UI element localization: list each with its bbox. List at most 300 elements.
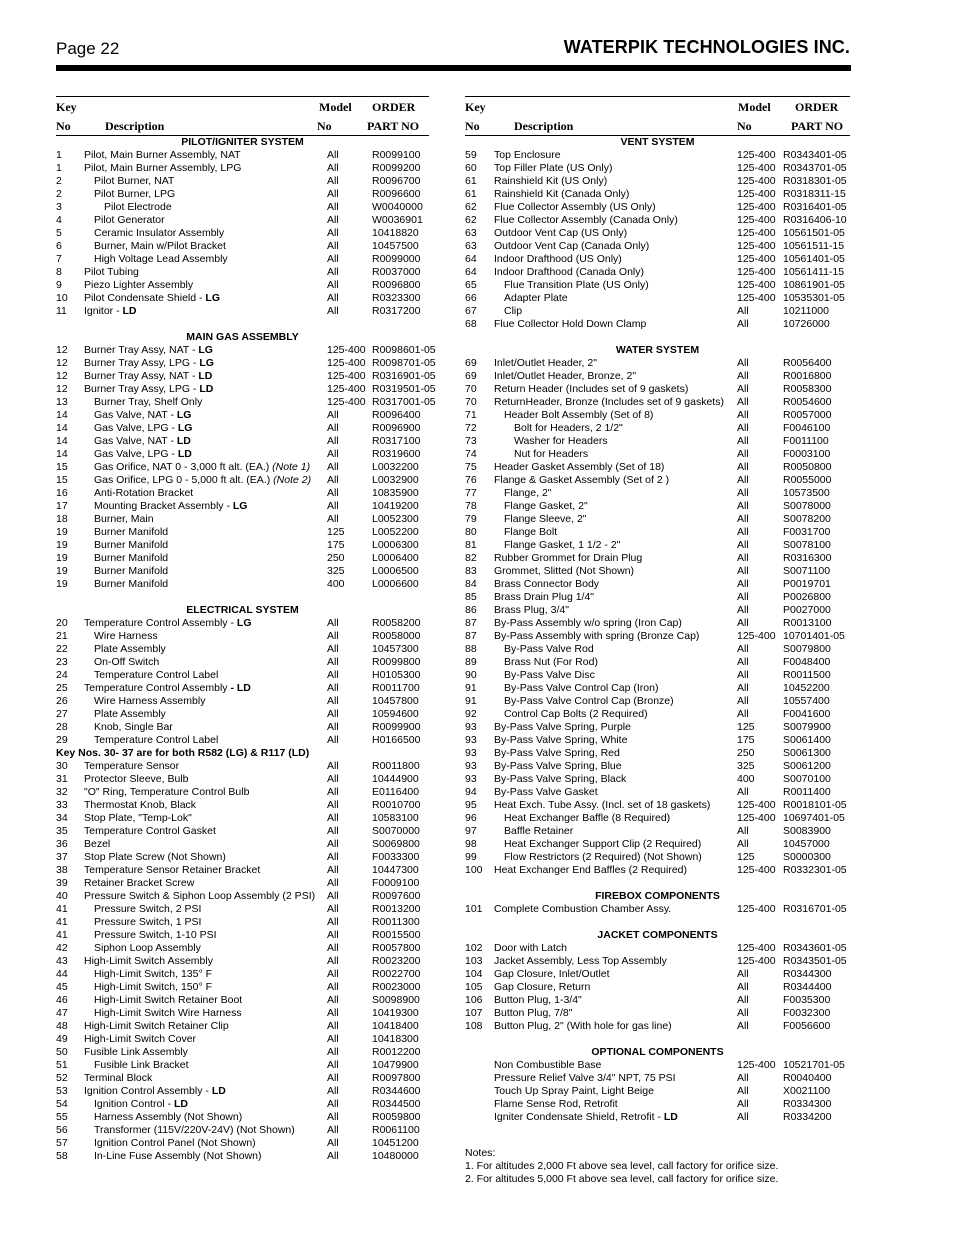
description-text: Pilot, Main Burner Assembly, LPG bbox=[84, 162, 242, 174]
part-description bbox=[84, 266, 139, 279]
part-description bbox=[494, 942, 567, 955]
description-suffix: LG bbox=[205, 292, 220, 304]
part-description bbox=[494, 318, 646, 331]
table-row bbox=[465, 487, 850, 500]
table-row bbox=[56, 825, 429, 838]
parts-table-left bbox=[56, 96, 436, 1163]
order-part-number: R0334200 bbox=[783, 1111, 832, 1123]
key-number: 98 bbox=[465, 838, 477, 850]
order-part-number: R0317100 bbox=[372, 435, 421, 447]
model-number: All bbox=[327, 461, 339, 473]
table-row bbox=[56, 1072, 429, 1085]
order-part-number: F0035300 bbox=[783, 994, 831, 1006]
description-text: Gas Valve, NAT - bbox=[94, 409, 177, 421]
description-text: Brass Connector Body bbox=[494, 578, 600, 590]
order-part-number: F0011100 bbox=[783, 435, 829, 447]
description-text: Brass Plug, 3/4" bbox=[494, 604, 569, 616]
description-text: Burner, Main bbox=[94, 513, 154, 525]
key-number: 59 bbox=[465, 149, 477, 161]
order-part-number: R0096700 bbox=[372, 175, 421, 187]
table-row bbox=[465, 838, 850, 851]
description-text: Heat Exch. Tube Assy. (Incl. set of 18 gaskets) bbox=[494, 799, 711, 811]
model-number: All bbox=[327, 448, 339, 460]
order-part-number: R0011300 bbox=[372, 916, 420, 928]
header-model-no: No bbox=[737, 119, 752, 133]
order-part-number: F0033300 bbox=[372, 851, 420, 863]
description-text: Brass Drain Plug 1/4" bbox=[494, 591, 595, 603]
table-row bbox=[56, 370, 436, 383]
key-number: 15 bbox=[56, 461, 68, 473]
description-text: Temperature Control Assembly bbox=[84, 682, 231, 694]
key-number: 12 bbox=[56, 344, 68, 356]
part-description bbox=[84, 435, 191, 448]
description-text: High-Limit Switch, 135° F bbox=[94, 968, 212, 980]
part-description bbox=[494, 604, 569, 617]
model-number: All bbox=[737, 409, 749, 421]
description-suffix: LD bbox=[173, 1098, 188, 1110]
table-row bbox=[56, 565, 429, 578]
key-number: 64 bbox=[465, 253, 477, 265]
model-number: 125-400 bbox=[737, 214, 776, 226]
table-row bbox=[56, 838, 429, 851]
model-number: 400 bbox=[327, 578, 345, 590]
table-row bbox=[465, 240, 850, 253]
model-number: All bbox=[327, 643, 339, 655]
order-part-number: 10444900 bbox=[372, 773, 419, 785]
order-part-number: R0316901-05 bbox=[372, 370, 436, 382]
part-description bbox=[494, 760, 622, 773]
section-heading: PILOT/IGNITER SYSTEM bbox=[181, 136, 304, 148]
table-row bbox=[56, 1007, 429, 1020]
part-description bbox=[494, 162, 612, 175]
key-number: 19 bbox=[56, 526, 68, 538]
key-number: 16 bbox=[56, 487, 68, 499]
section-heading: VENT SYSTEM bbox=[620, 136, 695, 148]
key-number: 96 bbox=[465, 812, 477, 824]
part-description bbox=[494, 552, 642, 565]
description-suffix: LG bbox=[177, 422, 193, 434]
model-number: 125-400 bbox=[737, 1059, 776, 1071]
description-text: Ignition Control Panel (Not Shown) bbox=[94, 1137, 256, 1149]
key-number: 30 bbox=[56, 760, 68, 772]
table-row bbox=[465, 695, 850, 708]
table-row bbox=[465, 903, 850, 916]
part-description bbox=[494, 279, 649, 292]
table-row bbox=[465, 552, 850, 565]
order-part-number: R0316300 bbox=[783, 552, 832, 564]
table-row bbox=[56, 656, 429, 669]
key-number: 45 bbox=[56, 981, 68, 993]
key-number: 88 bbox=[465, 643, 477, 655]
description-text: Gas Orifice, NAT 0 - 3,000 ft alt. (EA.) bbox=[94, 461, 273, 473]
order-part-number: R0012200 bbox=[372, 1046, 421, 1058]
part-description bbox=[84, 214, 165, 227]
model-number: 125-400 bbox=[737, 864, 776, 876]
description-text: By-Pass Valve Spring, Blue bbox=[494, 760, 622, 772]
model-number: All bbox=[327, 721, 339, 733]
table-row bbox=[56, 344, 436, 357]
key-number: 93 bbox=[465, 734, 477, 746]
model-number: All bbox=[327, 279, 339, 291]
order-part-number: F0048400 bbox=[783, 656, 831, 668]
model-number: 125-400 bbox=[737, 227, 776, 239]
key-number: 51 bbox=[56, 1059, 68, 1071]
key-number: 69 bbox=[465, 370, 477, 382]
table-row bbox=[56, 877, 429, 890]
table-row bbox=[56, 162, 429, 175]
description-text: Header Bolt Assembly (Set of 8) bbox=[504, 409, 654, 421]
table-row bbox=[465, 630, 850, 643]
model-number: All bbox=[327, 1137, 339, 1149]
part-description bbox=[84, 773, 188, 786]
key-number: 107 bbox=[465, 1007, 483, 1019]
key-number: 63 bbox=[465, 227, 477, 239]
order-part-number: R0023000 bbox=[372, 981, 421, 993]
spacer bbox=[465, 1033, 850, 1046]
table-row bbox=[56, 643, 429, 656]
order-part-number: 10419300 bbox=[372, 1007, 419, 1019]
part-description bbox=[494, 721, 631, 734]
description-suffix: LD bbox=[199, 383, 214, 395]
header-order: ORDER bbox=[795, 100, 839, 114]
part-description bbox=[84, 279, 193, 292]
table-row bbox=[56, 422, 429, 435]
table-row bbox=[465, 162, 850, 175]
model-number: All bbox=[327, 435, 339, 447]
table-row bbox=[465, 253, 850, 266]
header-part-no: PART NO bbox=[791, 119, 844, 133]
model-number: All bbox=[737, 474, 749, 486]
description-suffix: LG bbox=[199, 357, 214, 369]
description-text: Baffle Retainer bbox=[504, 825, 574, 837]
model-number: All bbox=[327, 162, 339, 174]
part-description bbox=[84, 877, 194, 890]
key-number: 102 bbox=[465, 942, 483, 954]
key-number: 47 bbox=[56, 1007, 68, 1019]
table-row bbox=[465, 188, 850, 201]
table-row bbox=[465, 175, 850, 188]
table-row bbox=[465, 526, 850, 539]
description-text: Burner Manifold bbox=[94, 565, 169, 577]
order-part-number: 10419200 bbox=[372, 500, 419, 512]
table-row bbox=[465, 669, 850, 682]
table-row bbox=[56, 552, 429, 565]
description-suffix: LG bbox=[236, 617, 252, 629]
order-part-number: S0070100 bbox=[783, 773, 831, 785]
table-row bbox=[465, 357, 850, 370]
order-part-number: 10452200 bbox=[783, 682, 830, 694]
key-number: 14 bbox=[56, 422, 68, 434]
order-part-number: R0343701-05 bbox=[783, 162, 847, 174]
table-header bbox=[465, 96, 850, 136]
description-text: Gap Closure, Return bbox=[494, 981, 591, 993]
header-order: ORDER bbox=[372, 100, 416, 114]
description-text: "O" Ring, Temperature Control Bulb bbox=[84, 786, 250, 798]
key-number: 49 bbox=[56, 1033, 68, 1045]
model-number: All bbox=[737, 1111, 749, 1123]
description-text: Button Plug, 2" (With hole for gas line) bbox=[494, 1020, 672, 1032]
spacer bbox=[465, 331, 850, 344]
order-part-number: 10583100 bbox=[372, 812, 419, 824]
description-text: Burner Tray Assy, LPG - bbox=[84, 383, 200, 395]
table-row bbox=[56, 253, 429, 266]
model-number: All bbox=[327, 760, 339, 772]
model-number: 125-400 bbox=[737, 240, 776, 252]
table-row bbox=[56, 435, 429, 448]
note-item: 2. For altitudes 5,000 Ft above sea level, call factory for orifice size. bbox=[465, 1173, 779, 1185]
table-row bbox=[465, 656, 850, 669]
order-part-number: L0032200 bbox=[372, 461, 419, 473]
model-number: All bbox=[737, 1098, 749, 1110]
part-description bbox=[494, 305, 522, 318]
part-description bbox=[84, 1007, 242, 1020]
key-number: 43 bbox=[56, 955, 68, 967]
table-row bbox=[56, 1059, 429, 1072]
key-number: 67 bbox=[465, 305, 477, 317]
model-number: All bbox=[327, 500, 339, 512]
part-description bbox=[84, 669, 218, 682]
order-part-number: 10457500 bbox=[372, 240, 419, 252]
order-part-number: 10451200 bbox=[372, 1137, 419, 1149]
description-text: Harness Assembly (Not Shown) bbox=[94, 1111, 243, 1123]
model-number: All bbox=[327, 929, 339, 941]
description-text: Knob, Single Bar bbox=[94, 721, 173, 733]
order-part-number: S0079900 bbox=[783, 721, 831, 733]
order-part-number: S0000300 bbox=[783, 851, 831, 863]
table-row bbox=[56, 292, 429, 305]
order-part-number: R0097600 bbox=[372, 890, 421, 902]
key-number: 63 bbox=[465, 240, 477, 252]
table-row bbox=[465, 864, 850, 877]
order-part-number: F0009100 bbox=[372, 877, 420, 889]
order-part-number: 10457300 bbox=[372, 643, 419, 655]
model-number: All bbox=[327, 1059, 339, 1071]
order-part-number: 10211000 bbox=[783, 305, 829, 317]
part-description bbox=[494, 396, 724, 409]
part-description bbox=[84, 461, 310, 474]
part-description bbox=[494, 487, 552, 500]
key-number: 103 bbox=[465, 955, 483, 967]
order-part-number: R0316406-10 bbox=[783, 214, 847, 226]
key-number: 73 bbox=[465, 435, 477, 447]
description-text: Flange Gasket, 2" bbox=[504, 500, 588, 512]
table-row bbox=[465, 942, 850, 955]
part-description bbox=[494, 370, 636, 383]
part-description bbox=[84, 422, 192, 435]
model-number: All bbox=[327, 773, 339, 785]
order-part-number: L0006600 bbox=[372, 578, 419, 590]
description-suffix: LG bbox=[176, 409, 192, 421]
key-number: 94 bbox=[465, 786, 477, 798]
table-row bbox=[465, 396, 850, 409]
description-text: Mounting Bracket Assembly - bbox=[94, 500, 233, 512]
part-description bbox=[84, 682, 251, 695]
part-description bbox=[494, 214, 678, 227]
key-number: 72 bbox=[465, 422, 477, 434]
header-part-no: PART NO bbox=[367, 119, 420, 133]
order-part-number: R0059800 bbox=[372, 1111, 421, 1123]
description-text: Pressure Switch, 1-10 PSI bbox=[94, 929, 217, 941]
part-description bbox=[494, 578, 599, 591]
header-no: No bbox=[56, 119, 71, 133]
order-part-number: W0036901 bbox=[372, 214, 423, 226]
order-part-number: R0332301-05 bbox=[783, 864, 847, 876]
part-description bbox=[84, 968, 212, 981]
part-description bbox=[494, 1098, 618, 1111]
model-number: All bbox=[327, 682, 339, 694]
part-description bbox=[494, 1059, 601, 1072]
description-text: Temperature Control Assembly - bbox=[84, 617, 237, 629]
order-part-number: R0344300 bbox=[783, 968, 832, 980]
part-description bbox=[494, 968, 610, 981]
description-text: Temperature Control Gasket bbox=[84, 825, 216, 837]
order-part-number: S0061200 bbox=[783, 760, 831, 772]
order-part-number: R0097800 bbox=[372, 1072, 421, 1084]
table-row bbox=[56, 396, 436, 409]
model-number: All bbox=[327, 877, 339, 889]
part-description bbox=[494, 383, 688, 396]
table-row bbox=[465, 305, 850, 318]
model-number: 125 bbox=[327, 526, 345, 538]
description-text: Flange Bolt bbox=[504, 526, 558, 538]
model-number: All bbox=[737, 643, 749, 655]
model-number: All bbox=[327, 1020, 339, 1032]
model-number: All bbox=[327, 903, 339, 915]
description-suffix: LD bbox=[211, 1085, 226, 1097]
order-part-number: L0032900 bbox=[372, 474, 419, 486]
part-description bbox=[84, 1059, 189, 1072]
description-text: Temperature Control Label bbox=[94, 669, 219, 681]
description-text: High-Limit Switch, 150° F bbox=[94, 981, 212, 993]
table-row bbox=[56, 357, 436, 370]
model-number: All bbox=[327, 669, 339, 681]
key-number: 13 bbox=[56, 396, 68, 408]
table-row bbox=[56, 851, 429, 864]
model-number: 125-400 bbox=[737, 253, 776, 265]
order-part-number: R0316701-05 bbox=[783, 903, 847, 915]
model-number: All bbox=[737, 552, 749, 564]
order-part-number: R0099000 bbox=[372, 253, 421, 265]
part-description bbox=[84, 396, 202, 409]
model-number: All bbox=[737, 1072, 749, 1084]
model-number: All bbox=[327, 695, 339, 707]
part-description bbox=[494, 565, 634, 578]
order-part-number: 10480000 bbox=[372, 1150, 419, 1162]
description-text: Button Plug, 7/8" bbox=[494, 1007, 573, 1019]
table-row bbox=[56, 1098, 429, 1111]
order-part-number: R0011400 bbox=[783, 786, 831, 798]
order-part-number: H0166500 bbox=[372, 734, 421, 746]
key-number: 56 bbox=[56, 1124, 68, 1136]
table-row bbox=[465, 708, 850, 721]
key-number: 9 bbox=[56, 279, 62, 291]
description-text: Burner Tray, Shelf Only bbox=[94, 396, 203, 408]
description-text: By-Pass Valve Spring, White bbox=[494, 734, 628, 746]
key-number: 64 bbox=[465, 266, 477, 278]
key-number: 83 bbox=[465, 565, 477, 577]
order-part-number: P0019701 bbox=[783, 578, 831, 590]
model-number: All bbox=[327, 799, 339, 811]
description-text: Flange, 2" bbox=[504, 487, 552, 499]
description-text: High-Limit Switch Retainer Clip bbox=[84, 1020, 229, 1032]
key-number: 70 bbox=[465, 396, 477, 408]
model-number: All bbox=[737, 825, 749, 837]
key-number: 24 bbox=[56, 669, 68, 681]
model-number: 175 bbox=[737, 734, 755, 746]
key-number: 93 bbox=[465, 747, 477, 759]
order-part-number: H0105300 bbox=[372, 669, 421, 681]
key-number: 38 bbox=[56, 864, 68, 876]
part-description bbox=[84, 253, 228, 266]
key-number: 3 bbox=[56, 201, 62, 213]
part-description bbox=[84, 1111, 242, 1124]
key-number: 53 bbox=[56, 1085, 68, 1097]
model-number: 125-400 bbox=[327, 370, 366, 382]
part-description bbox=[84, 929, 217, 942]
table-row bbox=[465, 500, 850, 513]
description-text: Gas Orifice, LPG 0 - 5,000 ft alt. (EA.) bbox=[94, 474, 274, 486]
model-number: All bbox=[737, 357, 749, 369]
description-text: By-Pass Valve Control Cap (Bronze) bbox=[504, 695, 674, 707]
key-number: 28 bbox=[56, 721, 68, 733]
part-description bbox=[494, 240, 649, 253]
table-row bbox=[56, 409, 429, 422]
part-description bbox=[84, 1137, 256, 1150]
key-number: 6 bbox=[56, 240, 62, 252]
part-description bbox=[84, 1072, 152, 1085]
key-number: 55 bbox=[56, 1111, 68, 1123]
key-number: 105 bbox=[465, 981, 483, 993]
key-number: 8 bbox=[56, 266, 62, 278]
description-text: By-Pass Valve Spring, Purple bbox=[494, 721, 631, 733]
model-number: All bbox=[737, 370, 749, 382]
key-number: 41 bbox=[56, 916, 68, 928]
description-text: By-Pass Assembly with spring (Bronze Cap) bbox=[494, 630, 700, 642]
order-part-number: L0052300 bbox=[372, 513, 419, 525]
part-description bbox=[84, 734, 218, 747]
order-part-number: R0318301-05 bbox=[783, 175, 847, 187]
part-description bbox=[494, 149, 561, 162]
table-row bbox=[56, 630, 429, 643]
table-row bbox=[56, 383, 436, 396]
description-text: Heat Exchanger Baffle (8 Required) bbox=[504, 812, 671, 824]
order-part-number: R0096800 bbox=[372, 279, 421, 291]
order-part-number: R0011500 bbox=[783, 669, 831, 681]
part-description bbox=[84, 1098, 188, 1111]
header-no: No bbox=[465, 119, 480, 133]
table-row bbox=[56, 279, 429, 292]
model-number: All bbox=[327, 825, 339, 837]
description-text: Terminal Block bbox=[84, 1072, 153, 1084]
model-number: All bbox=[327, 617, 339, 629]
order-part-number: R0016800 bbox=[783, 370, 832, 382]
order-part-number: R0343401-05 bbox=[783, 149, 847, 161]
description-text: Piezo Lighter Assembly bbox=[84, 279, 194, 291]
order-part-number: S0078200 bbox=[783, 513, 831, 525]
key-number: 92 bbox=[465, 708, 477, 720]
order-part-number: R0058300 bbox=[783, 383, 832, 395]
part-description bbox=[84, 942, 201, 955]
key-number: 7 bbox=[56, 253, 62, 265]
description-text: High-Limit Switch Assembly bbox=[84, 955, 213, 967]
part-description bbox=[494, 643, 594, 656]
description-text: Anti-Rotation Bracket bbox=[94, 487, 194, 499]
part-description bbox=[84, 1046, 188, 1059]
order-part-number: R0317001-05 bbox=[372, 396, 436, 408]
model-number: 125-400 bbox=[737, 942, 776, 954]
model-number: All bbox=[737, 305, 749, 317]
description-text: Plate Assembly bbox=[94, 708, 166, 720]
